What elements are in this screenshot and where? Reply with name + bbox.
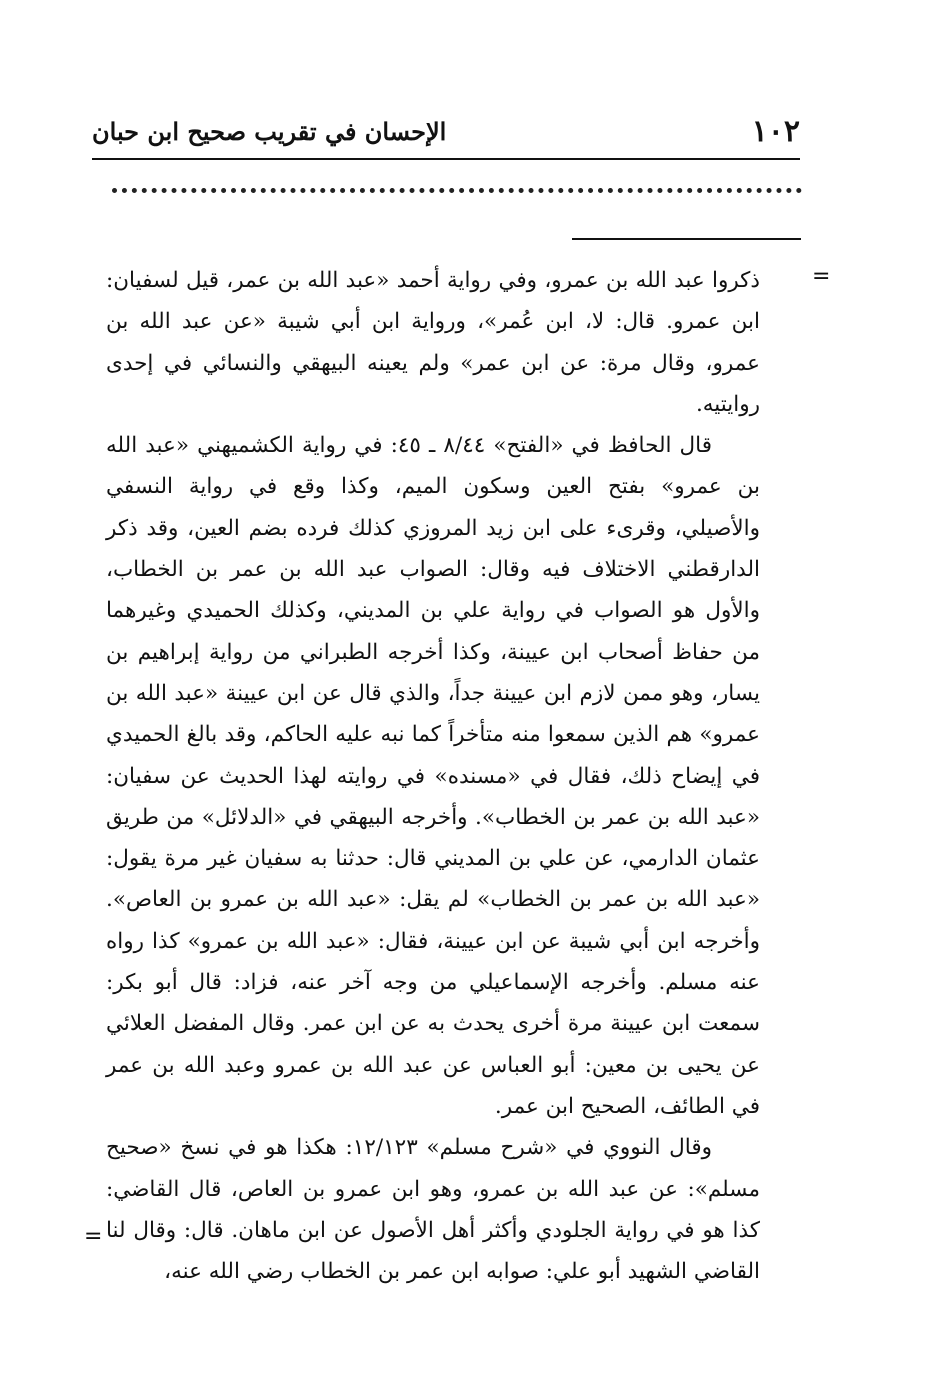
footnote-rule (572, 238, 801, 240)
page-number: ١٠٢ (751, 114, 800, 149)
running-title: الإحسان في تقريب صحيح ابن حبان (92, 117, 447, 146)
footnote-paragraph: وقال النووي في «شرح مسلم» ١٢/١٢٣: هكذا هو في نسخ «صحيح مسلم»: عن عبد الله بن عمرو، وهو ابن عمرو بن العاص، قال القاضي: كذا هو في رواية الجلودي وأكثر أهل الأصول عن ابن ماهان. قال: وقال لنا القاضي الشهيد أبو علي: صوابه ابن عمر بن الخطاب رضي الله عنه، (106, 1135, 760, 1285)
dotted-separator (112, 188, 802, 203)
continuation-mark-top: = (812, 264, 831, 289)
page-header (92, 108, 800, 154)
continuation-mark-bottom: = (84, 1224, 103, 1249)
header-rule (92, 158, 800, 160)
footnote-text (106, 260, 760, 1292)
footnote-paragraph: قال الحافظ في «الفتح» ٨/٤٤ ـ ٤٥: في رواية الكشميهني «عبد الله بن عمرو» بفتح العين وسكون الميم، وكذا وقع في رواية النسفي والأصيلي، وقرىء على ابن زيد المروزي كذلك فرده بضم العين، وقد ذكر الدارقطني الاختلاف فيه وقال: الصواب عبد الله بن عمر بن الخطاب، والأول هو الصواب في رواية علي بن المديني، وكذلك الحميدي وغيرهما من حفاظ أصحاب ابن عيينة، وكذا أخرجه الطبراني من رواية إبراهيم بن يسار، وهو ممن لازم ابن عيينة جداً، والذي قال عن ابن عيينة «عبد الله بن عمرو» هم الذين سمعوا منه متأخراً كما نبه عليه الحاكم، وقد بالغ الحميدي في إيضاح ذلك، فقال في «مسنده» في روايته لهذا الحديث عن سفيان: «عبد الله بن عمر بن الخطاب». وأخرجه البيهقي في «الدلائل» من طريق عثمان الدارمي، عن علي بن المديني قال: حدثنا به سفيان غير مرة يقول: «عبد الله بن عمر بن الخطاب» لم يقل: «عبد الله بن عمرو بن العاص». وأخرجه ابن أبي شيبة عن ابن عيينة، فقال: «عبد الله بن عمرو» كذا رواه عنه مسلم. وأخرجه الإسماعيلي من وجه آخر عنه، فزاد: قال أبو بكر: سمعت ابن عيينة مرة أخرى يحدث به عن ابن عمر. وقال المفضل العلائي عن يحيى بن معين: أبو العباس عن عبد الله بن عمرو وعبد الله بن عمر في الطائف، الصحيح ابن عمر. (106, 433, 760, 1119)
footnote-paragraph: ذكروا عبد الله بن عمرو، وفي رواية أحمد «عبد الله بن عمر، قيل لسفيان: ابن عمرو. قال: لا، ابن عُمر»، ورواية ابن أبي شيبة «عن عبد الله بن عمرو، وقال مرة: عن ابن عمر» ولم يعينه البيهقي والنسائي في إحدى روايتيه. (106, 268, 760, 417)
